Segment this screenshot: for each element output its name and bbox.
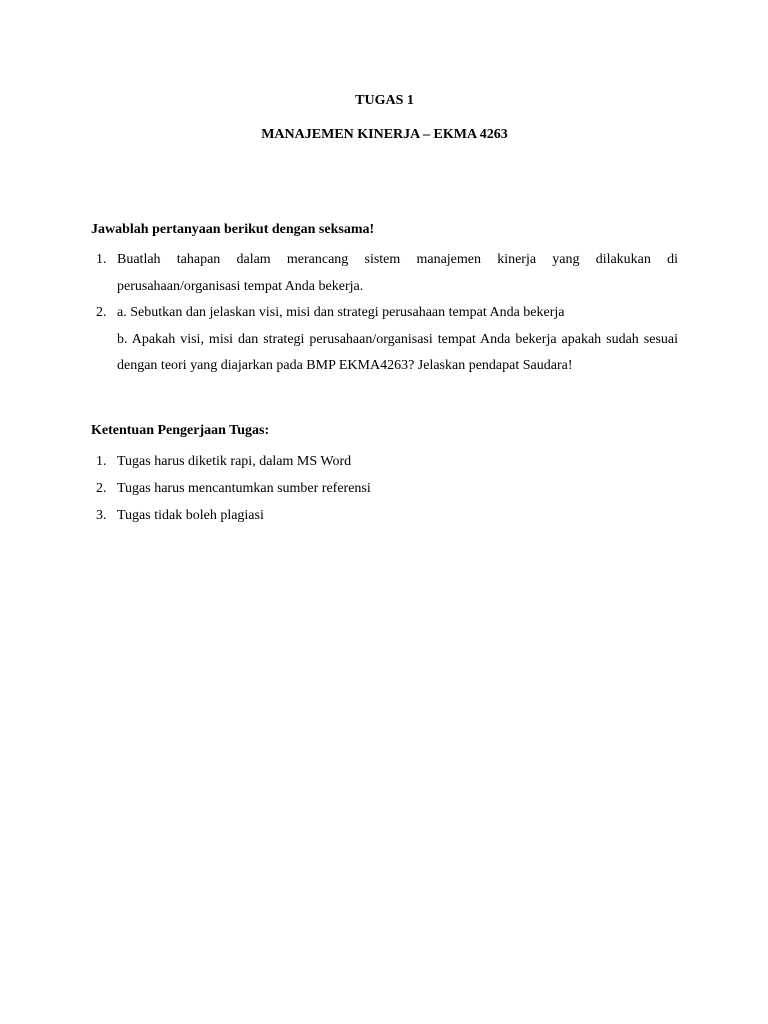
question-item — [91, 300, 678, 380]
rule-text: Tugas harus mencantumkan sumber referensi — [117, 480, 371, 496]
question-part-b: b. Apakah visi, misi dan strategi perusahaan/organisasi tempat Anda bekerja apakah sudah sesuai dengan teori yang diajarkan pada BMP EKMA4263? Jelaskan pendapat Saudara! — [117, 331, 678, 373]
rule-item — [91, 448, 678, 475]
questions-heading: Jawablah pertanyaan berikut dengan seksama! — [91, 222, 375, 237]
document-title: TUGAS 1 — [355, 93, 414, 108]
rule-text: Tugas tidak boleh plagiasi — [117, 507, 264, 523]
question-number: 2. — [96, 305, 107, 320]
question-number: 1. — [96, 252, 107, 267]
question-item — [91, 247, 678, 300]
document-subtitle: MANAJEMEN KINERJA – EKMA 4263 — [261, 127, 508, 142]
rule-item — [91, 502, 678, 529]
question-part-a: a. Sebutkan dan jelaskan visi, misi dan strategi perusahaan tempat Anda bekerja — [117, 305, 565, 320]
rule-number: 3. — [96, 507, 107, 523]
rule-number: 1. — [96, 453, 107, 469]
rule-number: 2. — [96, 480, 107, 496]
rule-text: Tugas harus diketik rapi, dalam MS Word — [117, 453, 352, 469]
questions-list — [91, 247, 678, 380]
rules-list — [91, 448, 678, 529]
rules-heading: Ketentuan Pengerjaan Tugas: — [91, 422, 270, 438]
question-text: Buatlah tahapan dalam merancang sistem manajemen kinerja yang dilakukan di perusahaan/organisasi tempat Anda bekerja. — [117, 252, 678, 294]
rule-item — [91, 475, 678, 502]
